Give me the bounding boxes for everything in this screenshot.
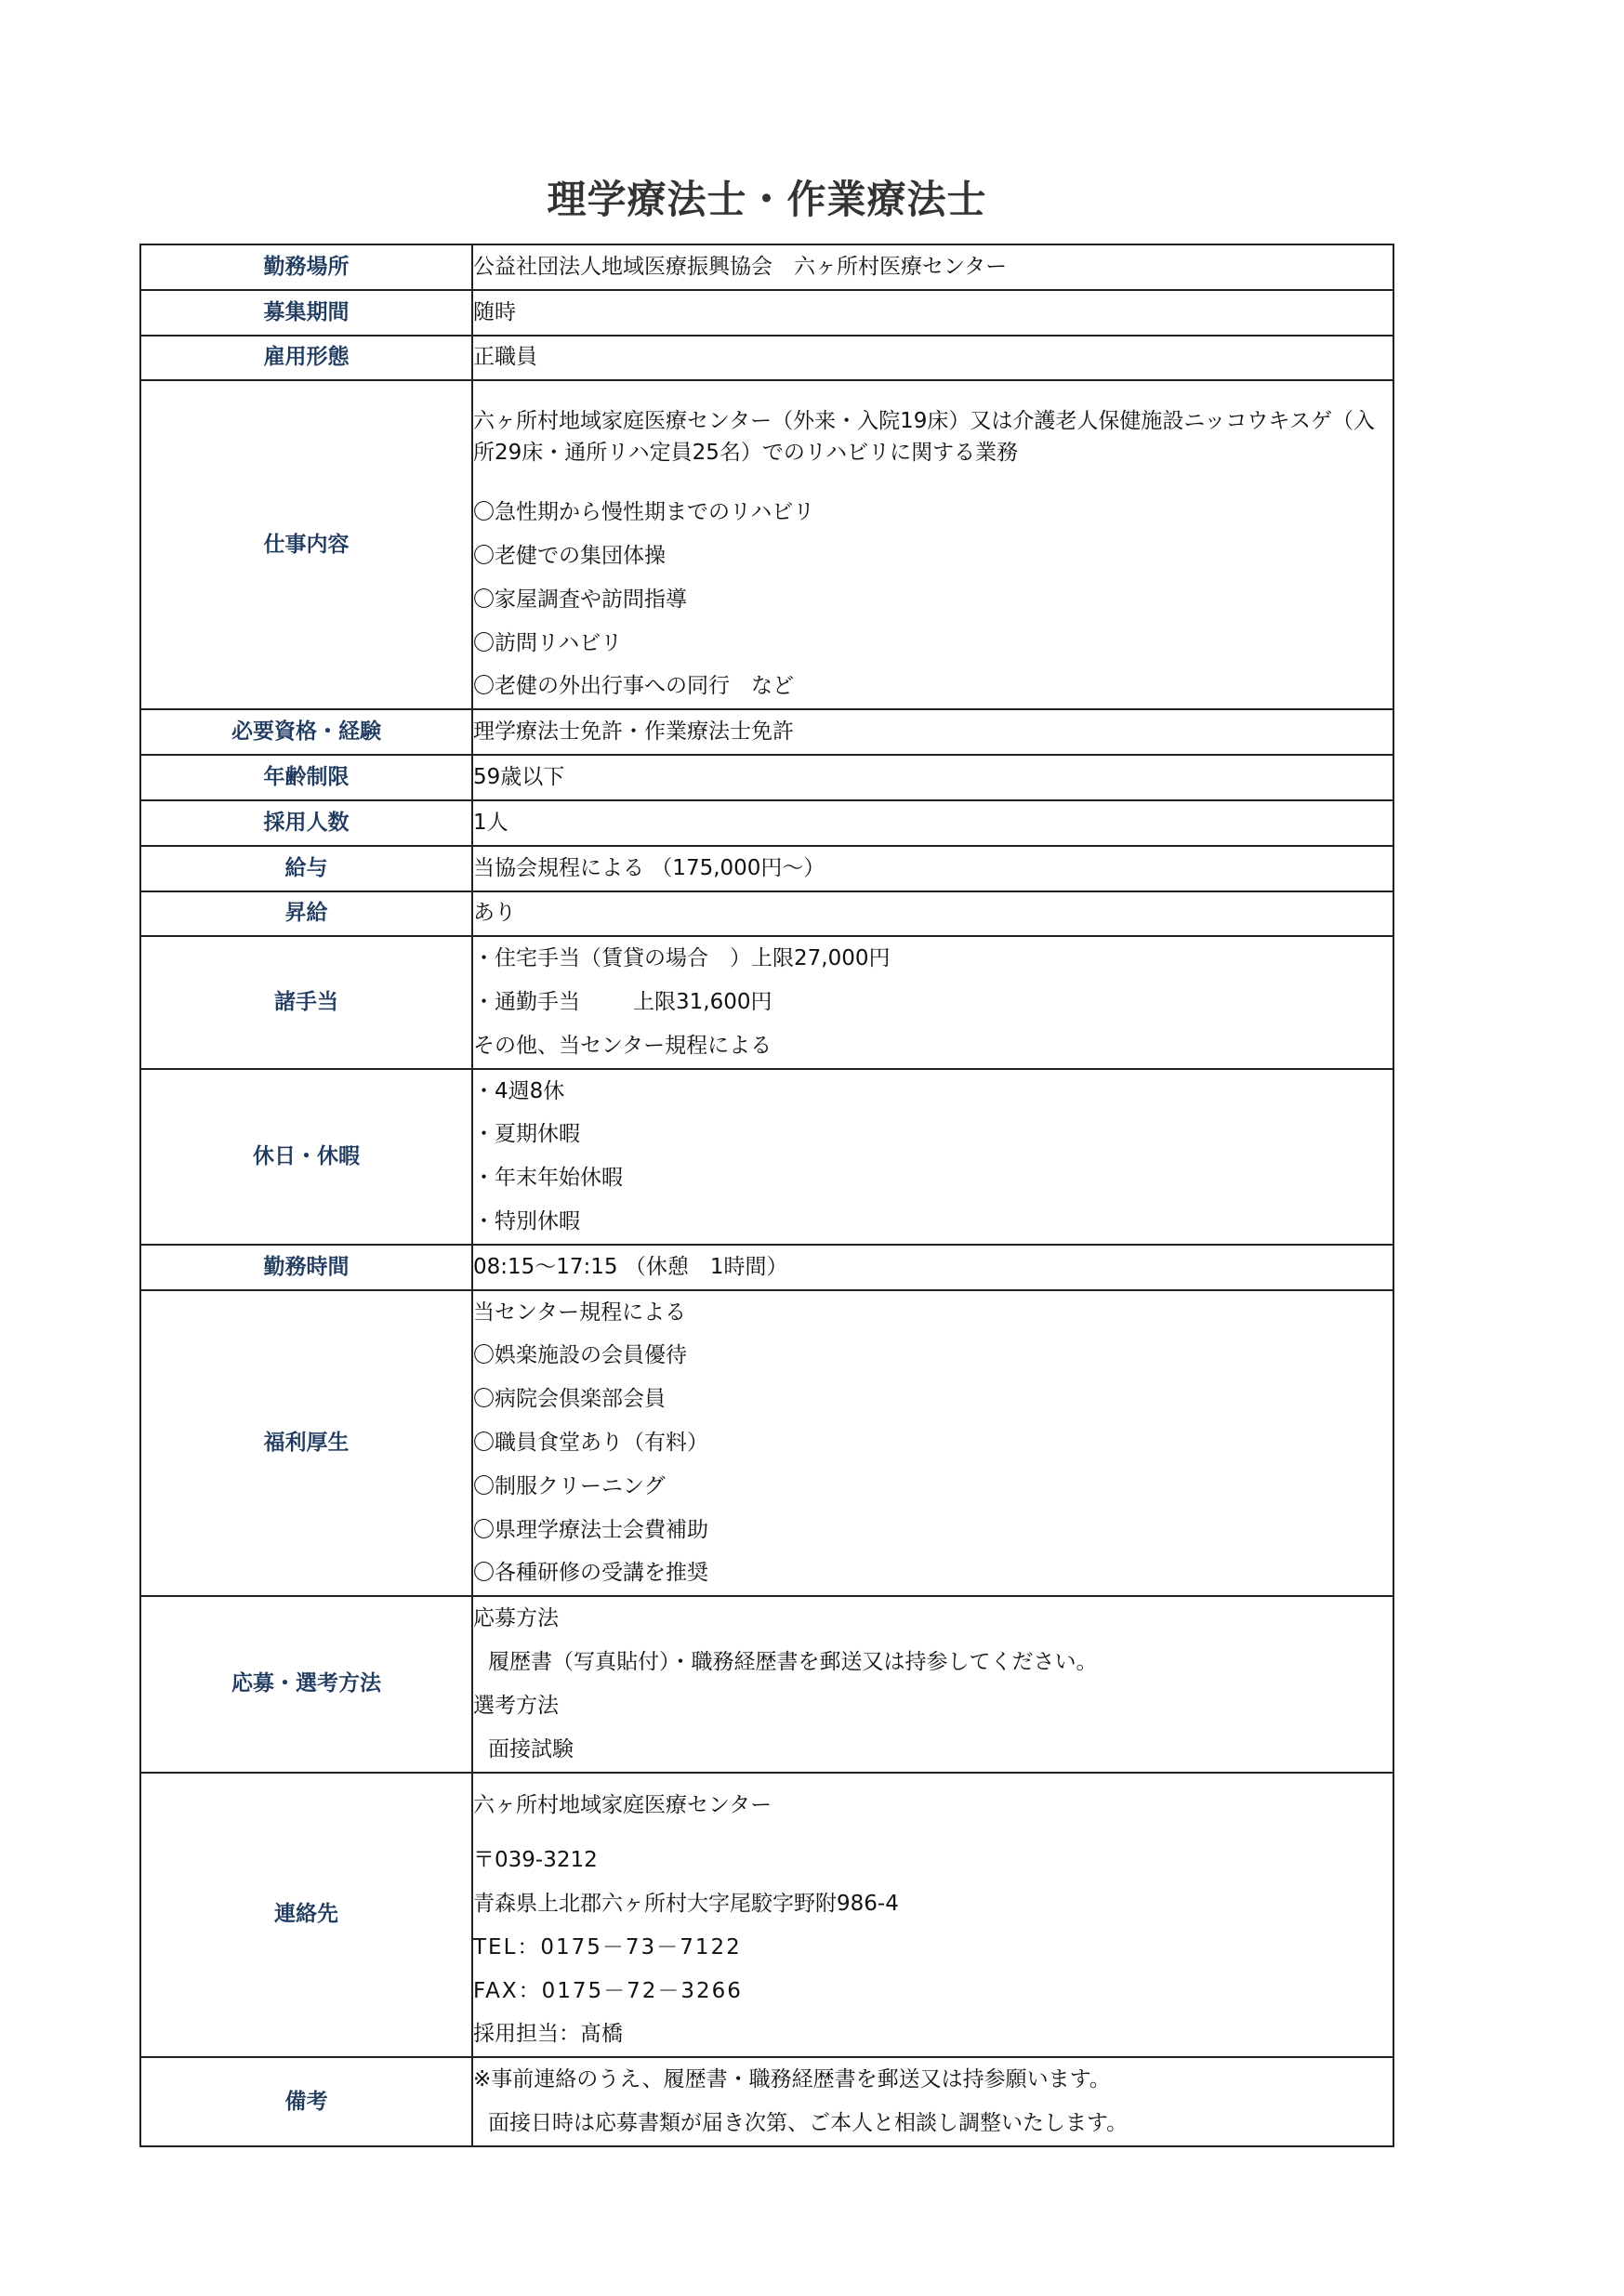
row-value-hiring-count — [472, 800, 1393, 846]
value-line: 〇娯楽施設の会員優待 — [473, 1343, 687, 1368]
row-value-qualifications — [472, 709, 1393, 755]
value-line: 正職員 — [473, 345, 537, 370]
table-row — [140, 755, 1393, 800]
value-line: 当協会規程による （175,000円～） — [473, 855, 825, 880]
row-value-work-location — [472, 244, 1393, 290]
value-line: ・夏期休暇 — [473, 1122, 580, 1147]
row-label-benefits: 福利厚生 — [140, 1290, 472, 1597]
apply-heading: 応募方法 — [473, 1606, 559, 1631]
row-label-qualifications: 必要資格・経験 — [140, 709, 472, 755]
job-description-intro: 六ヶ所村地域家庭医療センター（外来・入院19床）又は介護老人保健施設ニッコウキスゲ（入所29床・通所リハ定員25名）でのリハビリに関する業務 — [473, 409, 1375, 466]
housing-allowance: ・住宅手当（賃貸の場合 ）上限27,000円 — [473, 946, 891, 971]
row-value-job-description — [472, 380, 1393, 709]
row-value-recruitment-period — [472, 290, 1393, 336]
value-line: 1人 — [473, 810, 508, 835]
value-line: 〇急性期から慢性期までのリハビリ — [473, 500, 815, 525]
commute-allowance-name: ・通勤手当 — [473, 990, 580, 1015]
value-line: ・特別休暇 — [473, 1209, 580, 1234]
table-row — [140, 1290, 1393, 1597]
table-row — [140, 846, 1393, 891]
row-label-work-location: 勤務場所 — [140, 244, 472, 290]
table-row — [140, 336, 1393, 381]
row-value-holidays — [472, 1069, 1393, 1245]
table-row — [140, 936, 1393, 1068]
value-line: 随時 — [473, 299, 516, 324]
select-heading: 選考方法 — [473, 1693, 559, 1718]
row-label-recruitment-period: 募集期間 — [140, 290, 472, 336]
row-value-working-hours — [472, 1245, 1393, 1290]
row-label-hiring-count: 採用人数 — [140, 800, 472, 846]
value-line: 〇職員食堂あり（有料） — [473, 1431, 708, 1456]
row-label-employment-type: 雇用形態 — [140, 336, 472, 381]
row-label-holidays: 休日・休暇 — [140, 1069, 472, 1245]
value-line: 〇県理学療法士会費補助 — [473, 1517, 708, 1542]
row-label-contact: 連絡先 — [140, 1773, 472, 2058]
table-row — [140, 1069, 1393, 1245]
row-value-salary — [472, 846, 1393, 891]
row-value-allowances — [472, 936, 1393, 1068]
value-line: 理学療法士免許・作業療法士免許 — [473, 719, 794, 745]
contact-person: 採用担当：髙橋 — [473, 2022, 623, 2047]
value-line: 〇老健での集団体操 — [473, 544, 666, 569]
value-line: 当センター規程による — [473, 1300, 687, 1325]
row-label-job-description: 仕事内容 — [140, 380, 472, 709]
table-row — [140, 2057, 1393, 2146]
contact-facility: 六ヶ所村地域家庭医療センター — [473, 1793, 772, 1818]
row-value-contact — [472, 1773, 1393, 2058]
row-label-pay-raise: 昇給 — [140, 891, 472, 937]
contact-address: 青森県上北郡六ヶ所村大字尾駮字野附986-4 — [473, 1891, 899, 1916]
row-value-pay-raise — [472, 891, 1393, 937]
page-title: 理学療法士・作業療法士 — [547, 177, 987, 222]
remarks-note: ※事前連絡のうえ、履歴書・職務経歴書を郵送又は持参願います。 — [473, 2067, 1111, 2092]
contact-postal-code: 〒039-3212 — [473, 1848, 598, 1873]
table-row — [140, 380, 1393, 709]
value-line: 〇老健の外出行事への同行 など — [473, 674, 794, 699]
value-line: 〇制服クリーニング — [473, 1473, 666, 1498]
select-detail: 面接試験 — [488, 1736, 574, 1762]
row-value-age-limit — [472, 755, 1393, 800]
row-value-employment-type — [472, 336, 1393, 381]
value-line: ・年末年始休暇 — [473, 1166, 623, 1191]
value-line: 〇家屋調査や訪問指導 — [473, 587, 687, 612]
table-row — [140, 1245, 1393, 1290]
commute-allowance — [473, 981, 1393, 1024]
value-line: 〇病院会倶楽部会員 — [473, 1387, 666, 1412]
job-details-table — [139, 244, 1394, 2147]
row-label-working-hours: 勤務時間 — [140, 1245, 472, 1290]
table-row — [140, 244, 1393, 290]
value-line: 59歳以下 — [473, 765, 565, 790]
contact-fax: FAX：0175－72－3266 — [473, 1978, 743, 2003]
row-label-salary: 給与 — [140, 846, 472, 891]
row-label-remarks: 備考 — [140, 2057, 472, 2146]
row-value-benefits — [472, 1290, 1393, 1597]
table-row — [140, 290, 1393, 336]
contact-phone: TEL：0175－73－7122 — [473, 1934, 742, 1960]
apply-detail: 履歴書（写真貼付）・職務経歴書を郵送又は持参してください。 — [488, 1650, 1098, 1674]
table-row — [140, 891, 1393, 937]
value-line: 〇各種研修の受講を推奨 — [473, 1561, 708, 1586]
commute-allowance-value: 上限31,600円 — [633, 990, 772, 1015]
row-value-application-method — [472, 1596, 1393, 1772]
other-allowances: その他、当センター規程による — [473, 1033, 772, 1058]
row-label-allowances: 諸手当 — [140, 936, 472, 1068]
value-line: 〇訪問リハビリ — [473, 630, 623, 655]
row-label-application-method: 応募・選考方法 — [140, 1596, 472, 1772]
table-row — [140, 800, 1393, 846]
value-line: 08:15～17:15 （休憩 1時間） — [473, 1254, 788, 1279]
table-row — [140, 709, 1393, 755]
value-line: あり — [473, 901, 516, 926]
table-row — [140, 1773, 1393, 2058]
row-label-age-limit: 年齢制限 — [140, 755, 472, 800]
table-row — [140, 1596, 1393, 1772]
remarks-note-detail: 面接日時は応募書類が届き次第、ご本人と相談し調整いたします。 — [488, 2110, 1129, 2135]
value-line: ・4週8休 — [473, 1078, 565, 1103]
row-value-remarks — [472, 2057, 1393, 2146]
value-line: 公益社団法人地域医療振興協会 六ヶ所村医療センター — [473, 254, 1008, 279]
